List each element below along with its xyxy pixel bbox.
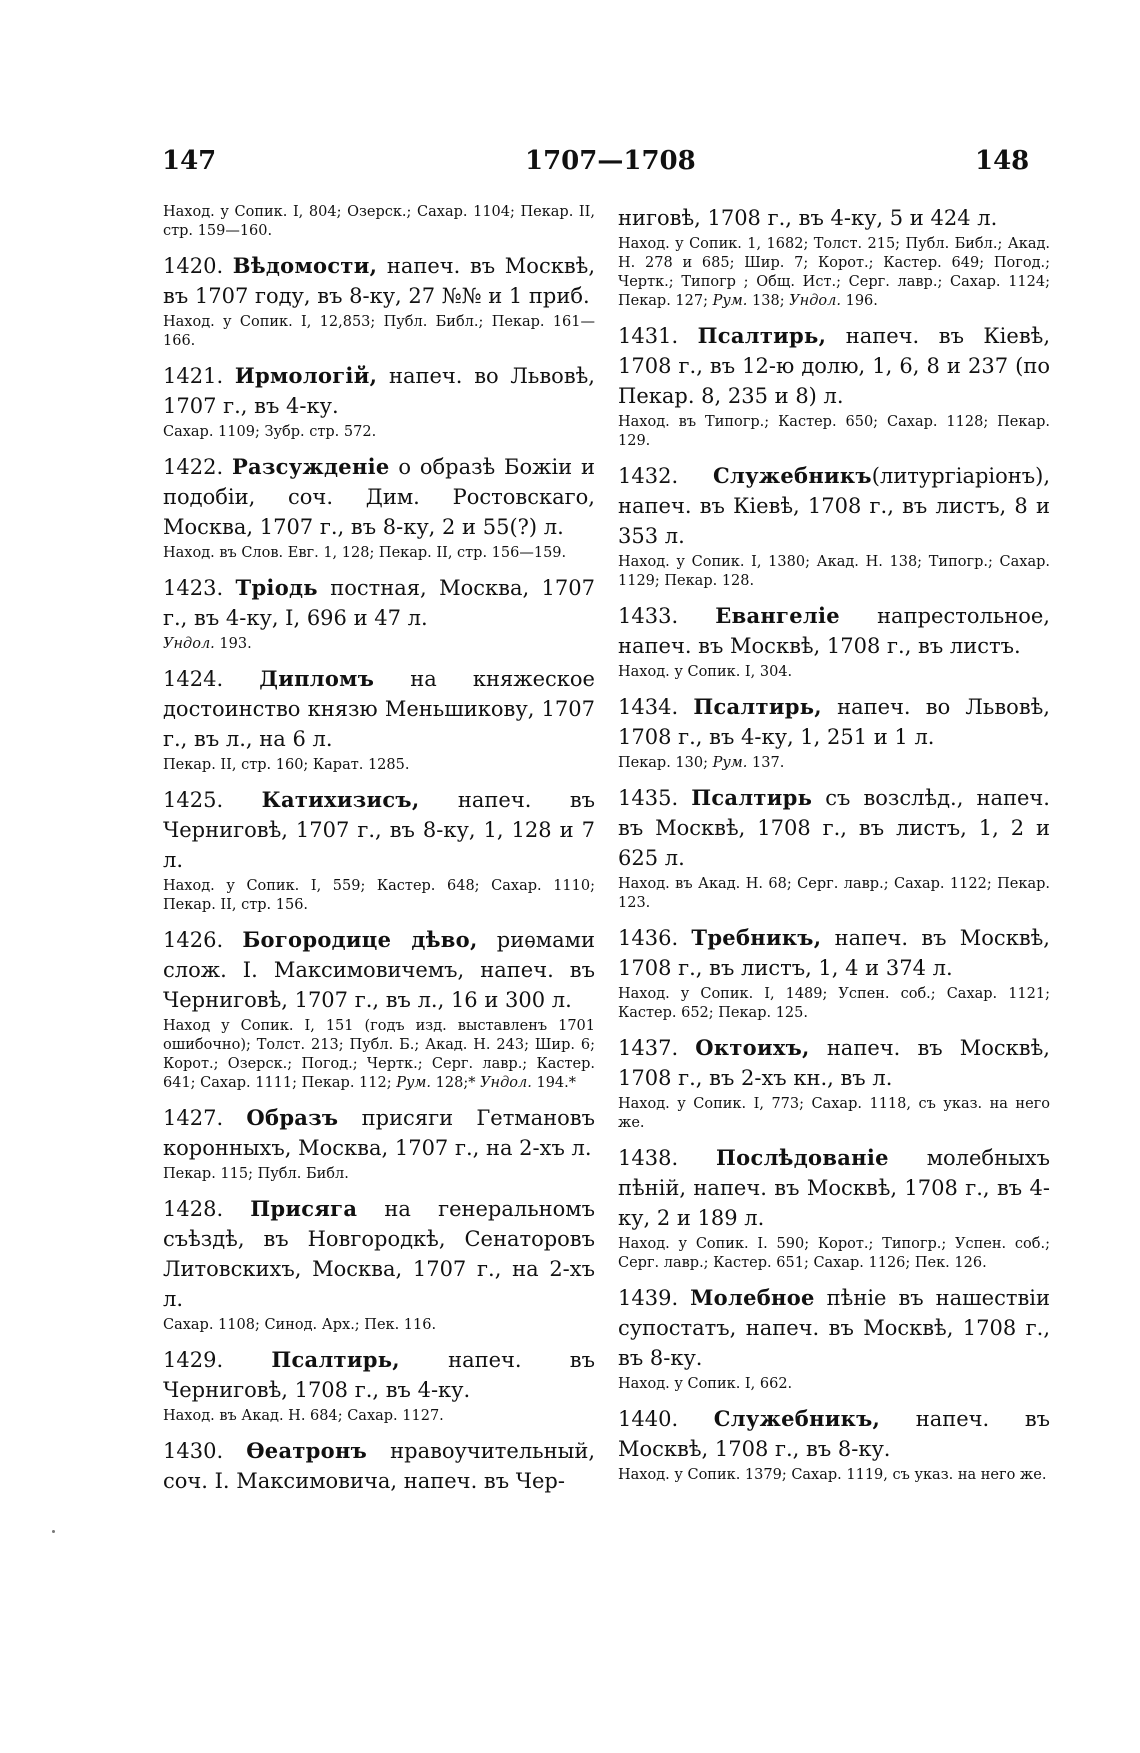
entry-keyword: Образъ xyxy=(246,1105,339,1130)
entry-number: 1426. xyxy=(163,928,224,952)
entry-text: молебныхъ пѣній, напеч. въ Москвѣ, 1708 г., въ 4-ку, 2 и 189 л. xyxy=(618,1146,1050,1230)
entry-text: нравоучительный, соч. І. Максимовича, напеч. въ Чер- xyxy=(163,1439,595,1493)
continuation-text: ниговѣ, 1708 г., въ 4-ку, 5 и 424 л. xyxy=(618,206,998,230)
entry-note xyxy=(618,235,1050,311)
entry-1436 xyxy=(618,923,1050,1023)
entry-text: напеч. во Львовѣ, 1707 г., въ 4-ку. xyxy=(163,364,595,418)
entry-number: 1425. xyxy=(163,788,224,812)
entry-note: Наход. у Сопик. I, 304. xyxy=(618,664,793,680)
source-ref: 193. xyxy=(219,636,252,652)
entry-note: Сахар. 1108; Синод. Арх.; Пек. 116. xyxy=(163,1317,437,1333)
left-column xyxy=(163,203,595,1496)
source-abbrev-2: Ундол. xyxy=(789,293,841,309)
running-title: 1707—1708 xyxy=(525,146,696,176)
source-abbrev: Ундол. xyxy=(163,636,215,652)
entry-note: Наход. въ Акад. Н. 684; Сахар. 1127. xyxy=(163,1408,444,1424)
entry-number: 1421. xyxy=(163,364,224,388)
entry-number: 1429. xyxy=(163,1348,224,1372)
continuation-note: Наход. у Сопик. I, 804; Озерск.; Сахар. 1104; Пекар. II, стр. 159—160. xyxy=(163,204,595,239)
entry-note: Наход. у Сопик. I, 773; Сахар. 1118, съ указ. на него же. xyxy=(618,1096,1050,1131)
entry-text: риѳмами слож. І. Максимовичемъ, напеч. въ Черниговѣ, 1707 г., въ л., 16 и 300 л. xyxy=(163,928,595,1012)
entry-text: (литургіаріонъ), напеч. въ Кіевѣ, 1708 г., въ листъ, 8 и 353 л. xyxy=(618,464,1050,548)
entry-keyword: Дипломъ xyxy=(259,666,375,691)
entry-number: 1427. xyxy=(163,1106,224,1130)
entry-number: 1431. xyxy=(618,324,679,348)
entry-1430 xyxy=(163,1436,595,1496)
entry-keyword: Молебное xyxy=(690,1285,815,1310)
entry-keyword: Псалтирь, xyxy=(697,323,827,348)
entry-number: 1434. xyxy=(618,695,679,719)
source-ref-2: 196. xyxy=(845,293,878,309)
entry-text: съ возслѣд., напеч. въ Москвѣ, 1708 г., въ листъ, 1, 2 и 625 л. xyxy=(618,786,1050,870)
source-ref-2: 194.* xyxy=(536,1075,577,1091)
page-number-right: 148 xyxy=(975,146,1030,176)
entry-keyword: Тріодь xyxy=(235,575,318,600)
entry-keyword: Служебникъ, xyxy=(713,1406,881,1431)
entry-keyword: Разсужденіе xyxy=(231,454,390,479)
entry-note: Наход. у Сопик. 1379; Сахар. 1119, съ указ. на него же. xyxy=(618,1467,1047,1483)
entry-note: Наход. въ Слов. Евг. 1, 128; Пекар. II, стр. 156—159. xyxy=(163,545,567,561)
entry-note: Наход. у Сопик. I, 559; Кастер. 648; Сахар. 1110; Пекар. II, стр. 156. xyxy=(163,878,595,913)
source-refs: Пекар. 130; xyxy=(618,755,708,771)
entry-text: напеч. въ Москвѣ, 1708 г., въ 8-ку. xyxy=(618,1407,1050,1461)
entry-1432 xyxy=(618,461,1050,591)
entry-note: Наход. у Сопик. I. 590; Корот.; Типогр.; Успен. соб.; Серг. лавр.; Кастер. 651; Сахар. 1126; Пек. 126. xyxy=(618,1236,1050,1271)
entry-1438 xyxy=(618,1143,1050,1273)
entry-1440 xyxy=(618,1404,1050,1485)
entry-keyword: Псалтирь, xyxy=(271,1347,400,1372)
entry-1425 xyxy=(163,785,595,915)
source-abbrev: Рум. xyxy=(712,293,748,309)
entry-number: 1439. xyxy=(618,1286,679,1310)
entry-text: пѣніе въ нашествіи супостатъ, напеч. въ Москвѣ, 1708 г., въ 8-ку. xyxy=(618,1286,1050,1370)
entry-note: Сахар. 1109; Зубр. стр. 572. xyxy=(163,424,377,440)
entry-1431 xyxy=(618,321,1050,451)
entry-1435 xyxy=(618,783,1050,913)
entry-text: на княжеское достоинство князю Меньшикову, 1707 г., въ л., на 6 л. xyxy=(163,667,595,751)
entry-1421 xyxy=(163,361,595,442)
entry-keyword: Евангеліе xyxy=(715,603,840,628)
entry-1426 xyxy=(163,925,595,1093)
entry-note: Наход. у Сопик. I, 12,853; Публ. Библ.; Пекар. 161—166. xyxy=(163,314,595,349)
entry-keyword: Послѣдованіе xyxy=(716,1145,889,1170)
entry-text: напеч. въ Москвѣ, 1708 г., въ листъ, 1, 4 и 374 л. xyxy=(618,926,1050,980)
entry-text: присяги Гетмановъ коронныхъ, Москва, 1707 г., на 2-хъ л. xyxy=(163,1106,595,1160)
entry-keyword: Вѣдомости, xyxy=(232,253,378,278)
entry-number: 1428. xyxy=(163,1197,224,1221)
source-ref: 128;* xyxy=(435,1075,476,1091)
entry-keyword: Требникъ, xyxy=(691,925,822,950)
entry-text: напеч. въ Черниговѣ, 1707 г., въ 8-ку, 1, 128 и 7 л. xyxy=(163,788,595,872)
entry-1423 xyxy=(163,573,595,654)
entry-number: 1435. xyxy=(618,786,679,810)
entry-1429 xyxy=(163,1345,595,1426)
entry-1420 xyxy=(163,251,595,351)
entry-text: о образѣ Божіи и подобіи, соч. Дим. Ростовскаго, Москва, 1707 г., въ 8-ку, 2 и 55(?) л. xyxy=(163,455,595,539)
entry-number: 1423. xyxy=(163,576,224,600)
entry-keyword: Служебникъ xyxy=(713,463,872,488)
entry-1422 xyxy=(163,452,595,563)
entry-note: Наход. въ Типогр.; Кастер. 650; Сахар. 1128; Пекар. 129. xyxy=(618,414,1050,449)
entry-text: на генеральномъ съѣздѣ, въ Новгородкѣ, Сенаторовъ Литовскихъ, Москва, 1707 г., на 2-хъ л. xyxy=(163,1197,595,1311)
entry-number: 1438. xyxy=(618,1146,679,1170)
entry-1433 xyxy=(618,601,1050,682)
entry-text: напеч. во Львовѣ, 1708 г., въ 4-ку, 1, 251 и 1 л. xyxy=(618,695,1050,749)
entry-text: напеч. въ Москвѣ, 1708 г., въ 2-хъ кн., въ л. xyxy=(618,1036,1050,1090)
entry-text: напрестольное, напеч. въ Москвѣ, 1708 г., въ листъ. xyxy=(618,604,1050,658)
entry-note xyxy=(163,635,595,654)
entry-1428 xyxy=(163,1194,595,1335)
entry-text: напеч. въ Черниговѣ, 1708 г., въ 4-ку. xyxy=(163,1348,595,1402)
entry-number: 1440. xyxy=(618,1407,679,1431)
entry-number: 1420. xyxy=(163,254,224,278)
entry-keyword: Ѳеатронъ xyxy=(246,1438,368,1463)
entry-1439 xyxy=(618,1283,1050,1394)
entry-note: Наход. у Сопик. I, 662. xyxy=(618,1376,793,1392)
entry-text: напеч. въ Москвѣ, въ 1707 году, въ 8-ку, 27 №№ и 1 приб. xyxy=(163,254,595,308)
entry-1430-continued xyxy=(618,203,1050,311)
entry-number: 1424. xyxy=(163,667,224,691)
entry-keyword: Ирмологій, xyxy=(234,363,378,388)
running-header xyxy=(0,146,1140,186)
entry-keyword: Октоихъ, xyxy=(695,1035,810,1060)
scan-speck xyxy=(52,1530,55,1533)
source-abbrev-2: Ундол. xyxy=(480,1075,532,1091)
entry-text: напеч. въ Кіевѣ, 1708 г., въ 12-ю долю, 1, 6, 8 и 237 (по Пекар. 8, 235 и 8) л. xyxy=(618,324,1050,408)
entry-keyword: Богородице дѣво, xyxy=(242,927,478,952)
entry-text: постная, Москва, 1707 г., въ 4-ку, I, 696 и 47 л. xyxy=(163,576,595,630)
entry-number: 1430. xyxy=(163,1439,224,1463)
source-refs: Наход у Сопик. I, 151 (годъ изд. выставленъ 1701 ошибочно); Толст. 213; Публ. Б.; Акад. Н. 243; Шир. 6; Корот.; Озерск.; Погод.; Чертк.; Серг. лавр.; Кастер. 641; Сахар. 1111; Пекар. 112; xyxy=(163,1018,595,1091)
source-ref: 138; xyxy=(752,293,785,309)
entry-number: 1437. xyxy=(618,1036,679,1060)
source-abbrev: Рум. xyxy=(712,755,748,771)
entry-note: Наход. въ Акад. Н. 68; Серг. лавр.; Сахар. 1122; Пекар. 123. xyxy=(618,876,1050,911)
entry-1424 xyxy=(163,664,595,775)
entry-note xyxy=(618,754,1050,773)
entry-note xyxy=(163,1017,595,1093)
entry-number: 1432. xyxy=(618,464,679,488)
entry-keyword: Катихизисъ, xyxy=(261,787,420,812)
entry-note: Наход. у Сопик. I, 1489; Успен. соб.; Сахар. 1121; Кастер. 652; Пекар. 125. xyxy=(618,986,1050,1021)
entry-number: 1422. xyxy=(163,455,224,479)
source-ref: 137. xyxy=(752,755,785,771)
right-column xyxy=(618,203,1050,1495)
page-number-left: 147 xyxy=(162,146,217,176)
entry-number: 1433. xyxy=(618,604,679,628)
entry-1437 xyxy=(618,1033,1050,1133)
entry-1427 xyxy=(163,1103,595,1184)
entry-note: Пекар. II, стр. 160; Карат. 1285. xyxy=(163,757,410,773)
source-refs: Наход. у Сопик. 1, 1682; Толст. 215; Публ. Библ.; Акад. Н. 278 и 685; Шир. 7; Корот.; Кастер. 649; Погод.; Чертк.; Типогр ; Общ. Ист.; Серг. лавр.; Сахар. 1124; Пекар. 127; xyxy=(618,236,1050,309)
entry-number: 1436. xyxy=(618,926,679,950)
entry-keyword: Присяга xyxy=(250,1196,358,1221)
entry-keyword: Псалтирь, xyxy=(693,694,822,719)
entry-note: Пекар. 115; Публ. Библ. xyxy=(163,1166,349,1182)
entry-keyword: Псалтирь xyxy=(691,785,813,810)
entry-note: Наход. у Сопик. I, 1380; Акад. Н. 138; Типогр.; Сахар. 1129; Пекар. 128. xyxy=(618,554,1050,589)
entry-1434 xyxy=(618,692,1050,773)
source-abbrev: Рум. xyxy=(396,1075,432,1091)
